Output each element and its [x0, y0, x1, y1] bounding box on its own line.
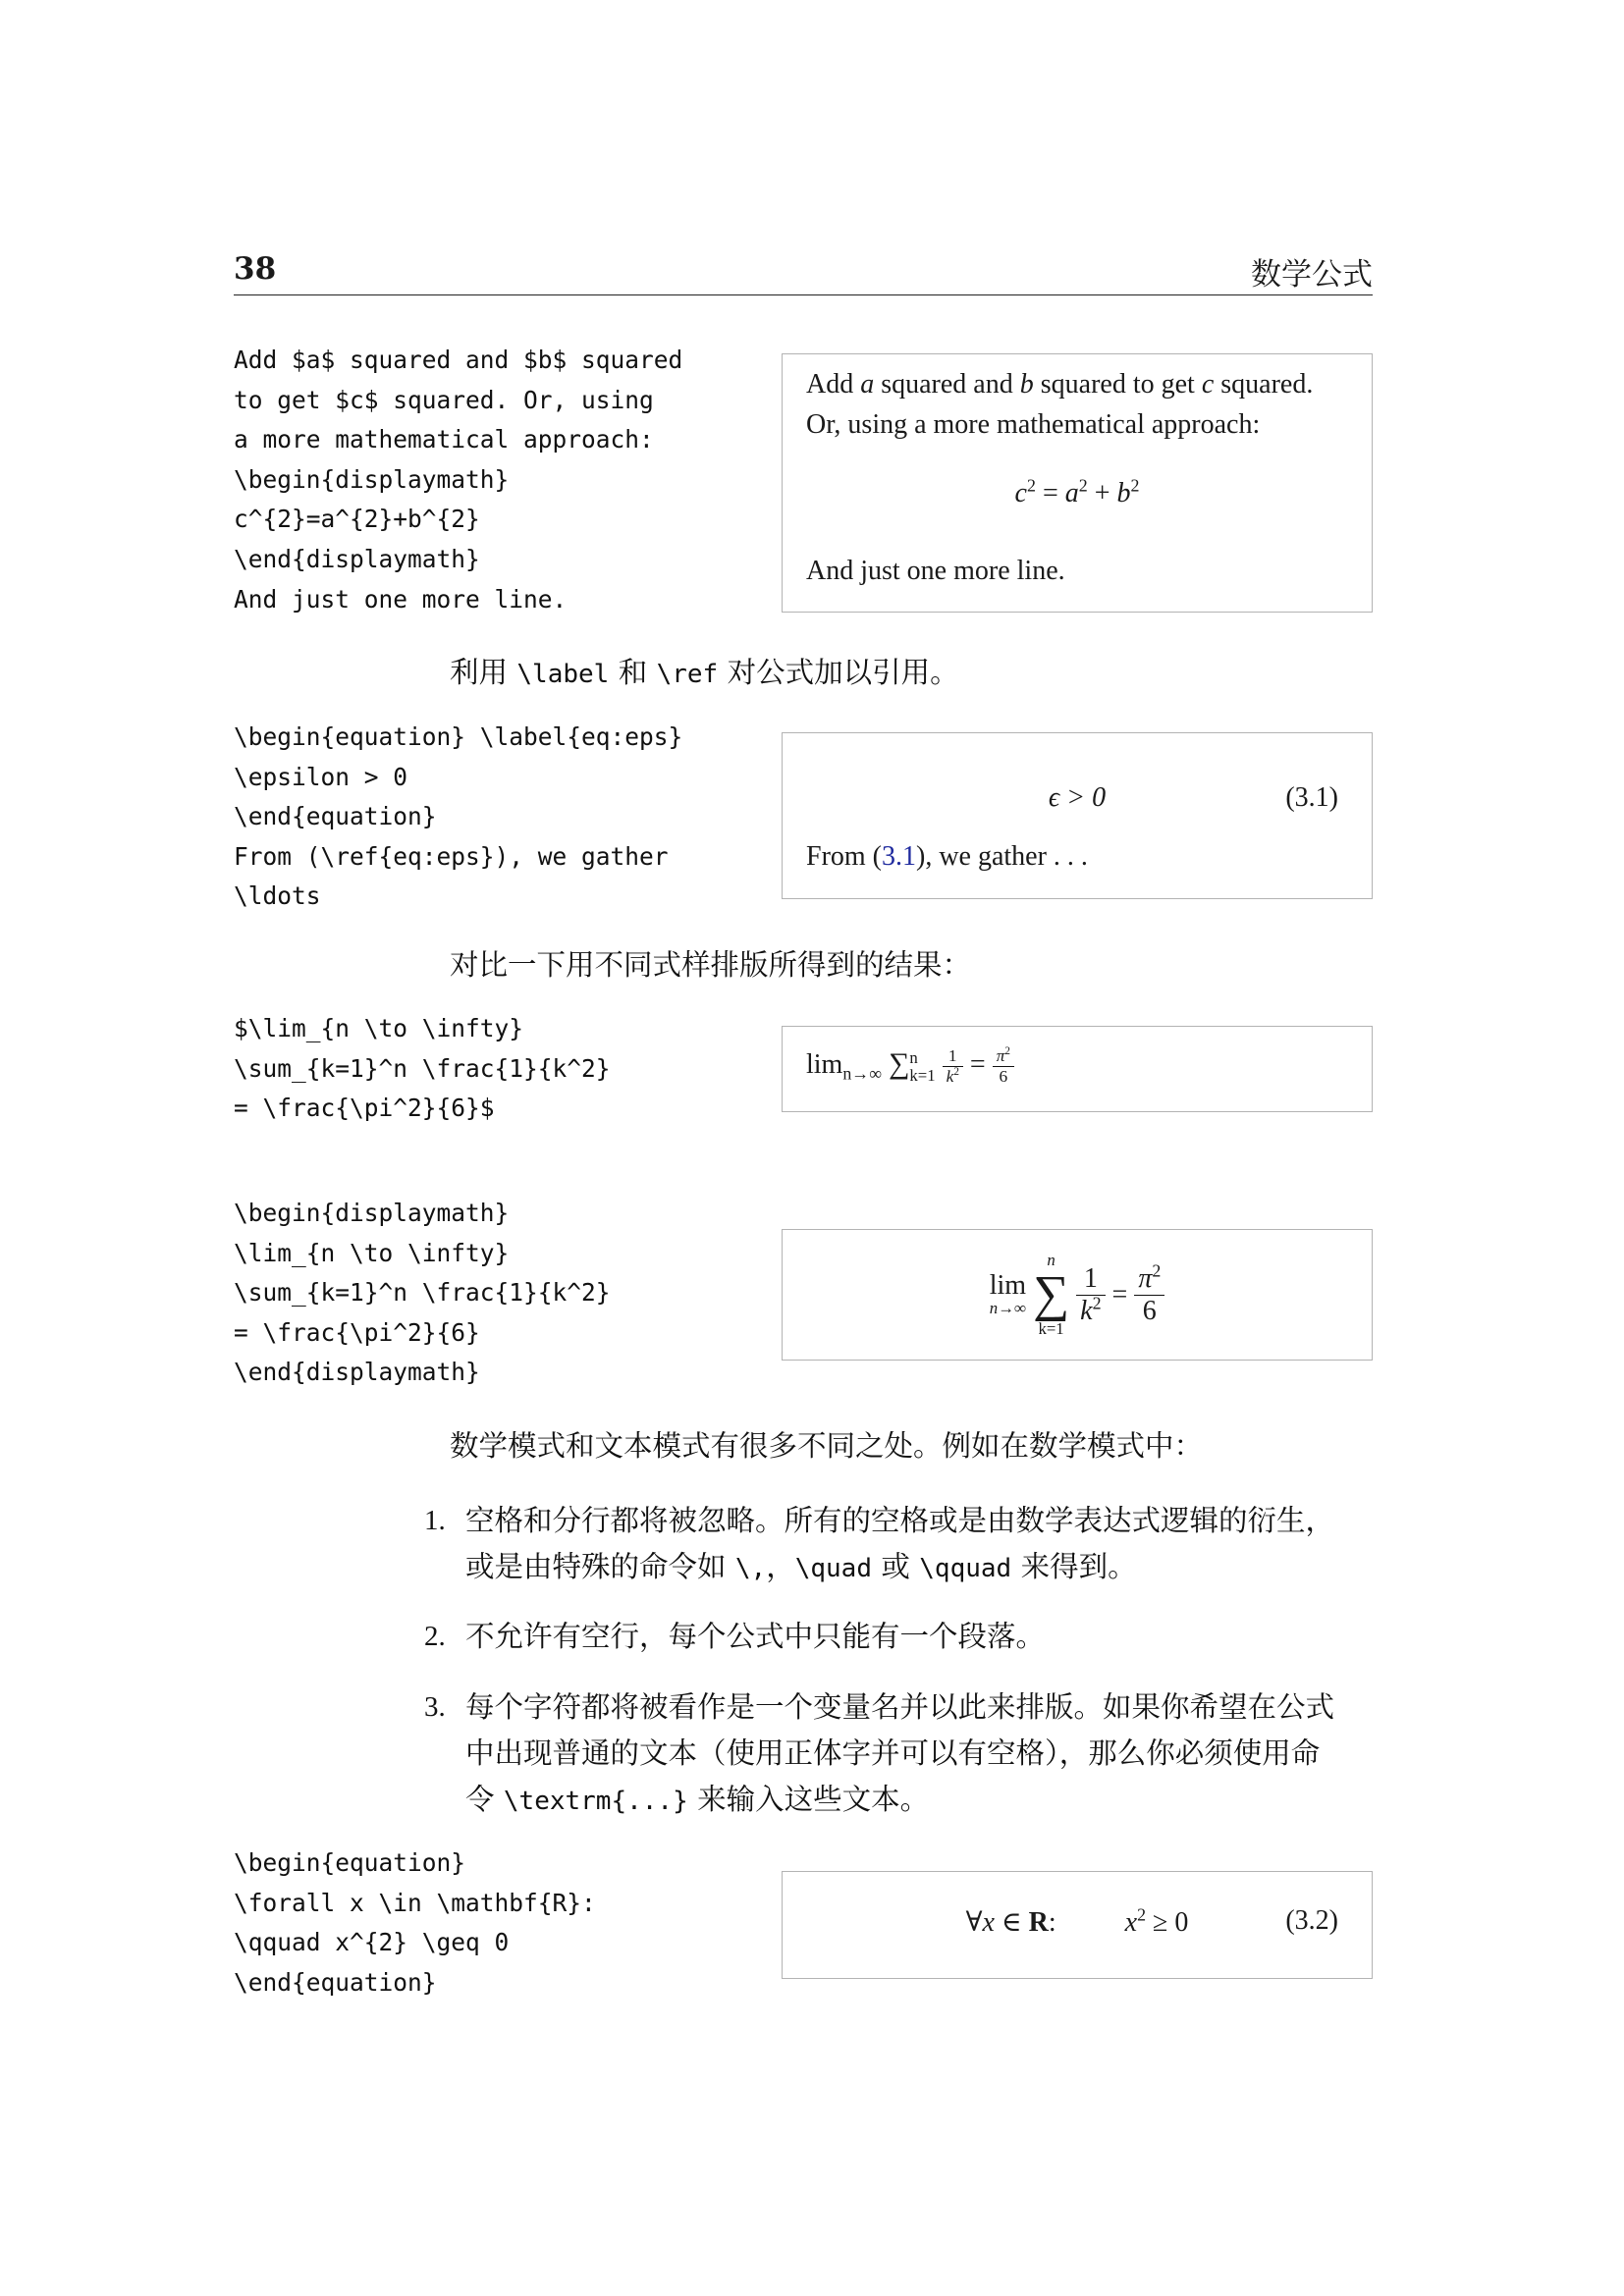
output-box-3 — [782, 1026, 1373, 1112]
code-example-2 — [234, 718, 682, 917]
equation-forall: ∀x ∈ R: $x^2 \ge 0$ — [965, 1904, 1189, 1938]
output-box-4 — [782, 1229, 1373, 1361]
code-line: \lim_{n \to \infty} — [234, 1238, 510, 1267]
code-line: \begin{equation} \label{eq:eps} — [234, 722, 683, 751]
header-rule — [234, 294, 1373, 295]
code-line: \forall x \in \mathbf{R}: — [234, 1888, 596, 1917]
code-line: = \frac{\pi^2}{6}$ — [234, 1094, 495, 1123]
display-formula-pythagoras: $c^2 = a^2 + b^2$ — [1014, 475, 1140, 508]
inline-limit-formula: $\lim_{n\to\infty}$ ∑ n k=1 $\frac{1}{k^2}$ = $\frac{\pi^2}{6}$ — [806, 1046, 1014, 1087]
output-box-2 — [782, 732, 1373, 899]
equation-number-3-1: (3.1) — [1285, 782, 1338, 813]
code-line: \epsilon > 0 — [234, 762, 408, 791]
chapter-title: 数学公式 — [1251, 257, 1373, 293]
code-line: \begin{displaymath} — [234, 1199, 510, 1227]
code-line: $\lim_{n \to \infty} — [234, 1014, 524, 1042]
equation-number-3-2: (3.2) — [1285, 1905, 1338, 1936]
output-box-1 — [782, 353, 1373, 613]
code-line: From (\ref{eq:eps}), we gather — [234, 841, 669, 871]
code-line: \end{displaymath} — [234, 1358, 480, 1387]
display-limit-formula: lim n→∞ n ∑ k=1 $\frac{1}{k^2}$ = $\frac{\pi^2}{6}$ — [783, 1252, 1372, 1339]
page-number: 38 — [234, 251, 277, 287]
code-line: to get $c$ squared. Or, using — [234, 385, 654, 414]
code-line: \end{equation} — [234, 1967, 437, 1997]
output-from-ref: From (3.1), we gather . . . — [806, 841, 1088, 872]
code-example-4 — [234, 1194, 611, 1393]
code-line: a more mathematical approach: — [234, 425, 654, 454]
code-example-1 — [234, 341, 682, 619]
code-line: \end{displaymath} — [234, 544, 480, 573]
code-line: c^{2}=a^{2}+b^{2} — [234, 505, 480, 534]
code-line: Add $a$ squared and $b$ squared — [234, 346, 683, 374]
code-line: \end{equation} — [234, 802, 437, 831]
code-example-5 — [234, 1843, 596, 2002]
code-line: \begin{displaymath} — [234, 464, 510, 494]
paragraph-modes: 数学模式和文本模式有很多不同之处。例如在数学模式中： — [450, 1429, 1204, 1463]
output-line-2: Or, using a more mathematical approach: — [806, 409, 1261, 440]
output-line-3: And just one more line. — [806, 556, 1065, 586]
list-item-1: 1. 空格和分行都将被忽略。所有的空格或是由数学表达式逻辑的衍生， 或是由特殊的命令如 \,，\quad 或 \qquad 来得到。 — [424, 1504, 1335, 1583]
code-line: \sum_{k=1}^n \frac{1}{k^2} — [234, 1278, 611, 1308]
code-line: And just one more line. — [234, 584, 568, 614]
list-item-3: 3. 每个字符都将被看作是一个变量名并以此来排版。如果你希望在公式 中出现普通的文本（使用正体字并可以有空格），那么你必须使用命 令 \textrm{...} 来输入这些文本。 — [424, 1690, 1335, 1816]
output-line-1: Add a squared and b squared to get c squared. — [806, 369, 1314, 400]
code-line: = \frac{\pi^2}{6} — [234, 1317, 480, 1347]
code-line: \begin{equation} — [234, 1848, 466, 1877]
code-line: \sum_{k=1}^n \frac{1}{k^2} — [234, 1053, 611, 1083]
paragraph-compare: 对比一下用不同式样排版所得到的结果： — [450, 948, 972, 982]
list-item-2: 2. 不允许有空行，每个公式中只能有一个段落。 — [424, 1620, 1046, 1653]
paragraph-label-ref: 利用 \label 和 \ref 对公式加以引用。 — [450, 656, 959, 689]
output-box-5 — [782, 1871, 1373, 1979]
code-example-3 — [234, 1009, 611, 1129]
eq-ref-link[interactable]: 3.1 — [882, 841, 916, 872]
code-line: \ldots — [234, 881, 321, 911]
code-line: \qquad x^{2} \geq 0 — [234, 1928, 510, 1957]
equation-epsilon: ϵ > 0 — [1048, 782, 1107, 813]
